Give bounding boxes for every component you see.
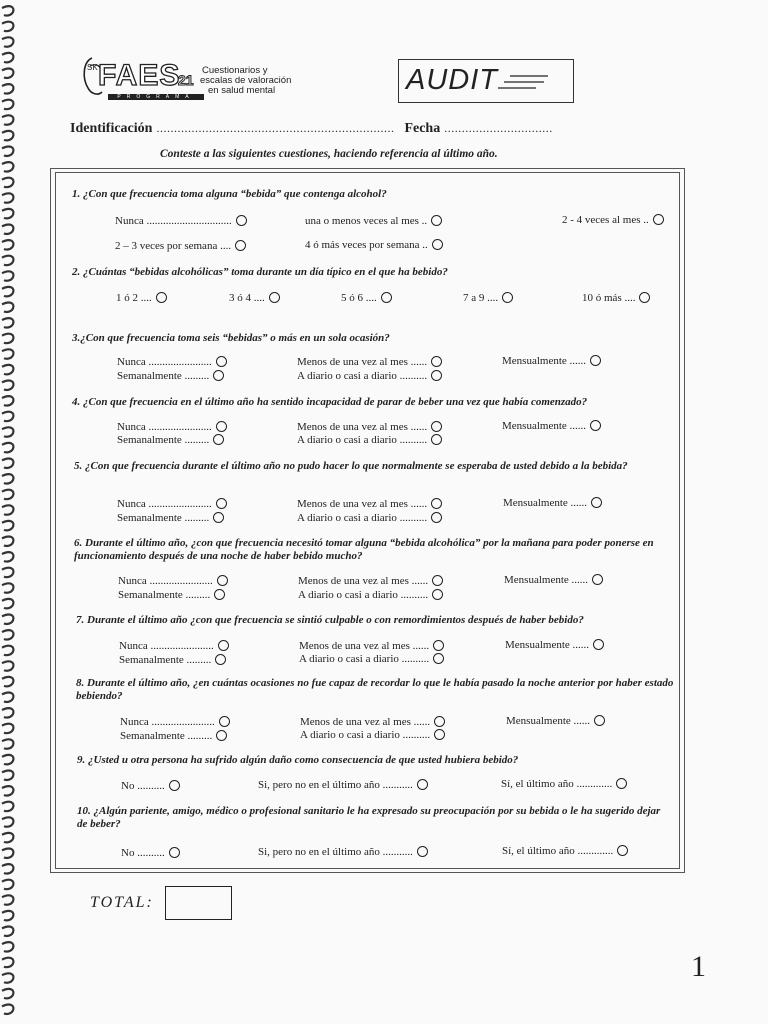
radio-circle-icon[interactable] <box>216 730 227 741</box>
identification-row <box>70 119 553 137</box>
date-label: Fecha <box>404 121 441 136</box>
radio-circle-icon[interactable] <box>616 778 627 789</box>
radio-circle-icon[interactable] <box>432 589 443 600</box>
spiral-loop <box>2 178 13 187</box>
spiral-loop <box>2 22 13 31</box>
radio-circle-icon[interactable] <box>432 575 443 586</box>
spiral-loop <box>2 271 13 280</box>
option-q9-last-year[interactable]: Sí, el último año ............. <box>501 778 627 791</box>
spiral-loop <box>2 771 13 780</box>
logo-subtitle <box>200 66 291 96</box>
option-q3-mensual[interactable]: Mensualmente ...... <box>502 355 601 368</box>
radio-circle-icon[interactable] <box>381 292 392 303</box>
option-q3-menos[interactable]: Menos de una vez al mes ...... <box>297 356 442 369</box>
spiral-loop <box>2 724 13 733</box>
option-q2-5[interactable]: 10 ó más .... <box>582 292 650 305</box>
radio-circle-icon[interactable] <box>434 716 445 727</box>
logo-subtitle-line: escalas de valoración <box>200 75 292 86</box>
identification-label: Identificación <box>70 121 153 136</box>
option-q3-diario[interactable]: A diario o casi a diario .......... <box>297 370 442 383</box>
spiral-loop <box>2 334 13 343</box>
option-q1-monthly[interactable]: una o menos veces al mes .. <box>305 215 442 228</box>
total-input-box[interactable] <box>165 886 232 920</box>
spiral-loop <box>2 989 13 998</box>
option-q9-not-last-year[interactable]: Si, pero no en el último año ........... <box>258 779 428 792</box>
radio-circle-icon[interactable] <box>215 654 226 665</box>
spiral-loop <box>2 942 13 951</box>
spiral-loop <box>2 693 13 702</box>
date-field[interactable]: ............................... <box>444 121 553 135</box>
radio-circle-icon[interactable] <box>236 215 247 226</box>
spiral-loop <box>2 521 13 530</box>
radio-circle-icon[interactable] <box>433 653 444 664</box>
radio-circle-icon[interactable] <box>217 575 228 586</box>
logo-number: 21 <box>178 72 194 88</box>
option-q8-semanal[interactable]: Semanalmente ......... <box>120 730 227 743</box>
page-number: 1 <box>691 950 706 983</box>
spiral-loop <box>2 69 13 78</box>
spiral-loop <box>2 677 13 686</box>
spiral-loop <box>2 1005 13 1014</box>
spiral-loop <box>2 755 13 764</box>
spiral-loop <box>2 817 13 826</box>
spiral-loop <box>2 537 13 546</box>
spiral-loop <box>2 53 13 62</box>
radio-circle-icon[interactable] <box>216 498 227 509</box>
option-q5-diario[interactable]: A diario o casi a diario .......... <box>297 512 442 525</box>
spiral-loop <box>2 615 13 624</box>
option-q2-4[interactable]: 7 a 9 .... <box>463 292 513 305</box>
radio-circle-icon[interactable] <box>431 215 442 226</box>
radio-circle-icon[interactable] <box>216 356 227 367</box>
spiral-loop <box>2 599 13 608</box>
form-title: AUDIT <box>406 64 498 96</box>
question-9: 9. ¿Usted u otra persona ha sufrido algún daño como consecuencia de que usted hubiera bebido? <box>77 754 519 766</box>
radio-circle-icon[interactable] <box>218 640 229 651</box>
logo-subtitle-line: Cuestionarios y <box>202 65 268 76</box>
spiral-loop <box>2 100 13 109</box>
spiral-loop <box>2 303 13 312</box>
option-q7-semanal[interactable]: Semanalmente ......... <box>119 654 226 667</box>
radio-circle-icon[interactable] <box>431 370 442 381</box>
option-q7-menos[interactable]: Menos de una vez al mes ...... <box>299 640 444 653</box>
option-q2-1[interactable]: 1 ó 2 .... <box>116 292 167 305</box>
option-q1-nunca[interactable]: Nunca ............................... <box>115 215 247 228</box>
spiral-loop <box>2 973 13 982</box>
radio-circle-icon[interactable] <box>590 355 601 366</box>
radio-circle-icon[interactable] <box>639 292 650 303</box>
option-q6-nunca[interactable]: Nunca ....................... <box>118 575 228 588</box>
option-q4-semanal[interactable]: Semanalmente ......... <box>117 434 224 447</box>
option-q2-3[interactable]: 5 ó 6 .... <box>341 292 392 305</box>
spiral-loop <box>2 225 13 234</box>
spiral-loop <box>2 287 13 296</box>
option-q8-diario[interactable]: A diario o casi a diario .......... <box>300 729 445 742</box>
question-6: 6. Durante el último año, ¿con que frecuencia necesitó tomar alguna “bebida alcohólica” por la mañana para poder ponerse en funcionamiento después de una noche de haber bebido mucho? <box>74 537 654 562</box>
option-q3-semanal[interactable]: Semanalmente ......... <box>117 370 224 383</box>
radio-circle-icon[interactable] <box>216 421 227 432</box>
option-q6-mensual[interactable]: Mensualmente ...... <box>504 574 603 587</box>
radio-circle-icon[interactable] <box>213 434 224 445</box>
spiral-loop <box>2 115 13 124</box>
radio-circle-icon[interactable] <box>593 639 604 650</box>
radio-circle-icon[interactable] <box>434 729 445 740</box>
option-q10-not-last-year[interactable]: Si, pero no en el último año ........... <box>258 846 428 859</box>
question-7: 7. Durante el último año ¿con que frecuencia se sintió culpable o con remordimientos después de haber bebido? <box>76 614 584 626</box>
logo-wordmark: FAES <box>98 59 181 92</box>
spiral-loop <box>2 162 13 171</box>
spiral-loop <box>2 256 13 265</box>
spiral-loop <box>2 474 13 483</box>
spiral-loop <box>2 958 13 967</box>
spiral-loop <box>2 708 13 717</box>
svg-text:SK: SK <box>87 63 98 72</box>
option-q10-last-year[interactable]: Sí, el último año ............. <box>502 845 628 858</box>
spiral-loop <box>2 193 13 202</box>
radio-circle-icon[interactable] <box>431 512 442 523</box>
radio-circle-icon[interactable] <box>235 240 246 251</box>
spiral-loop <box>2 459 13 468</box>
question-3: 3.¿Con que frecuencia toma seis “bebidas” o más en un sola ocasión? <box>72 332 390 344</box>
instruction: Conteste a las siguientes cuestiones, haciendo referencia al último año. <box>160 148 498 160</box>
radio-circle-icon[interactable] <box>214 589 225 600</box>
spiral-loop <box>2 147 13 156</box>
radio-circle-icon[interactable] <box>417 779 428 790</box>
logo-band: PROGRAMA <box>108 94 204 100</box>
option-q6-semanal[interactable]: Semanalmente ......... <box>118 589 225 602</box>
question-5: 5. ¿Con que frecuencia durante el último año no pudo hacer lo que normalmente se esperaba de usted debido a la bebida? <box>74 460 628 472</box>
option-q2-2[interactable]: 3 ó 4 .... <box>229 292 280 305</box>
option-q1-4-week[interactable]: 4 ó más veces por semana .. <box>305 239 443 252</box>
spiral-loop <box>2 443 13 452</box>
option-q5-menos[interactable]: Menos de una vez al mes ...... <box>297 498 442 511</box>
option-q6-diario[interactable]: A diario o casi a diario .......... <box>298 589 443 602</box>
spiral-loop <box>2 37 13 46</box>
total-label: TOTAL: <box>90 894 154 911</box>
option-q1-2-4-month[interactable]: 2 - 4 veces al mes .. <box>562 214 664 227</box>
spiral-loop <box>2 381 13 390</box>
spiral-loop <box>2 927 13 936</box>
radio-circle-icon[interactable] <box>431 356 442 367</box>
option-q10-no[interactable]: No .......... <box>121 847 180 860</box>
question-10: 10. ¿Algún pariente, amigo, médico o profesional sanitario le ha expresado su preocupación por su bebida o le ha sugerido dejar de beber? <box>77 805 661 830</box>
radio-circle-icon[interactable] <box>591 497 602 508</box>
spiral-loop <box>2 318 13 327</box>
spiral-loop <box>2 833 13 842</box>
spiral-loop <box>2 427 13 436</box>
radio-circle-icon[interactable] <box>213 370 224 381</box>
spiral-loop <box>2 583 13 592</box>
spiral-loop <box>2 739 13 748</box>
radio-circle-icon[interactable] <box>169 847 180 858</box>
radio-circle-icon[interactable] <box>269 292 280 303</box>
spiral-loop <box>2 396 13 405</box>
spiral-loop <box>2 412 13 421</box>
option-q7-mensual[interactable]: Mensualmente ...... <box>505 639 604 652</box>
option-q8-menos[interactable]: Menos de una vez al mes ...... <box>300 716 445 729</box>
option-q4-nunca[interactable]: Nunca ....................... <box>117 421 227 434</box>
spiral-loop <box>2 630 13 639</box>
spiral-loop <box>2 552 13 561</box>
spiral-loop <box>2 880 13 889</box>
spiral-loop <box>2 240 13 249</box>
spiral-loop <box>2 849 13 858</box>
spiral-loop <box>2 6 13 15</box>
radio-circle-icon[interactable] <box>592 574 603 585</box>
spiral-loop <box>2 349 13 358</box>
question-2: 2. ¿Cuántas “bebidas alcohólicas” toma durante un día típico en el que ha bebido? <box>72 266 448 278</box>
radio-circle-icon[interactable] <box>431 434 442 445</box>
option-q8-mensual[interactable]: Mensualmente ...... <box>506 715 605 728</box>
spiral-loop <box>2 568 13 577</box>
option-q6-menos[interactable]: Menos de una vez al mes ...... <box>298 575 443 588</box>
option-q1-2-3-week[interactable]: 2 – 3 veces por semana .... <box>115 240 246 253</box>
spiral-loop <box>2 84 13 93</box>
logo-subtitle-line: en salud mental <box>208 85 276 96</box>
spiral-loop <box>2 802 13 811</box>
spiral-loop <box>2 365 13 374</box>
radio-circle-icon[interactable] <box>502 292 513 303</box>
radio-circle-icon[interactable] <box>653 214 664 225</box>
radio-circle-icon[interactable] <box>431 421 442 432</box>
radio-circle-icon[interactable] <box>219 716 230 727</box>
option-q7-diario[interactable]: A diario o casi a diario .......... <box>299 653 444 666</box>
option-q7-nunca[interactable]: Nunca ....................... <box>119 640 229 653</box>
radio-circle-icon[interactable] <box>590 420 601 431</box>
spiral-loop <box>2 505 13 514</box>
question-4: 4. ¿Con que frecuencia en el último año ha sentido incapacidad de parar de beber una vez que había comenzado? <box>72 396 588 408</box>
identification-field[interactable]: .................................................................... <box>156 121 395 135</box>
option-q4-menos[interactable]: Menos de una vez al mes ...... <box>297 421 442 434</box>
spiral-loop <box>2 895 13 904</box>
option-q4-diario[interactable]: A diario o casi a diario .......... <box>297 434 442 447</box>
spiral-loop <box>2 131 13 140</box>
question-8: 8. Durante el último año, ¿en cuántas ocasiones no fue capaz de recordar lo que le había pasado la noche anterior por haber estado bebiendo? <box>76 677 674 702</box>
radio-circle-icon[interactable] <box>433 640 444 651</box>
radio-circle-icon[interactable] <box>431 498 442 509</box>
spiral-loop <box>2 661 13 670</box>
radio-circle-icon[interactable] <box>432 239 443 250</box>
radio-circle-icon[interactable] <box>417 846 428 857</box>
radio-circle-icon[interactable] <box>213 512 224 523</box>
spiral-loop <box>2 786 13 795</box>
spiral-binding <box>0 0 24 1024</box>
spiral-loop <box>2 864 13 873</box>
spiral-loop <box>2 209 13 218</box>
question-1: 1. ¿Con que frecuencia toma alguna “bebida” que contenga alcohol? <box>72 188 387 200</box>
option-q5-nunca[interactable]: Nunca ....................... <box>117 498 227 511</box>
option-q3-nunca[interactable]: Nunca ....................... <box>117 356 227 369</box>
spiral-loop <box>2 646 13 655</box>
option-q5-mensual[interactable]: Mensualmente ...... <box>503 497 602 510</box>
spiral-loop <box>2 911 13 920</box>
option-q9-no[interactable]: No .......... <box>121 780 180 793</box>
spiral-loop <box>2 490 13 499</box>
title-lines-icon <box>496 72 552 94</box>
radio-circle-icon[interactable] <box>617 845 628 856</box>
radio-circle-icon[interactable] <box>594 715 605 726</box>
option-q8-nunca[interactable]: Nunca ....................... <box>120 716 230 729</box>
radio-circle-icon[interactable] <box>169 780 180 791</box>
option-q4-mensual[interactable]: Mensualmente ...... <box>502 420 601 433</box>
option-q5-semanal[interactable]: Semanalmente ......... <box>117 512 224 525</box>
radio-circle-icon[interactable] <box>156 292 167 303</box>
